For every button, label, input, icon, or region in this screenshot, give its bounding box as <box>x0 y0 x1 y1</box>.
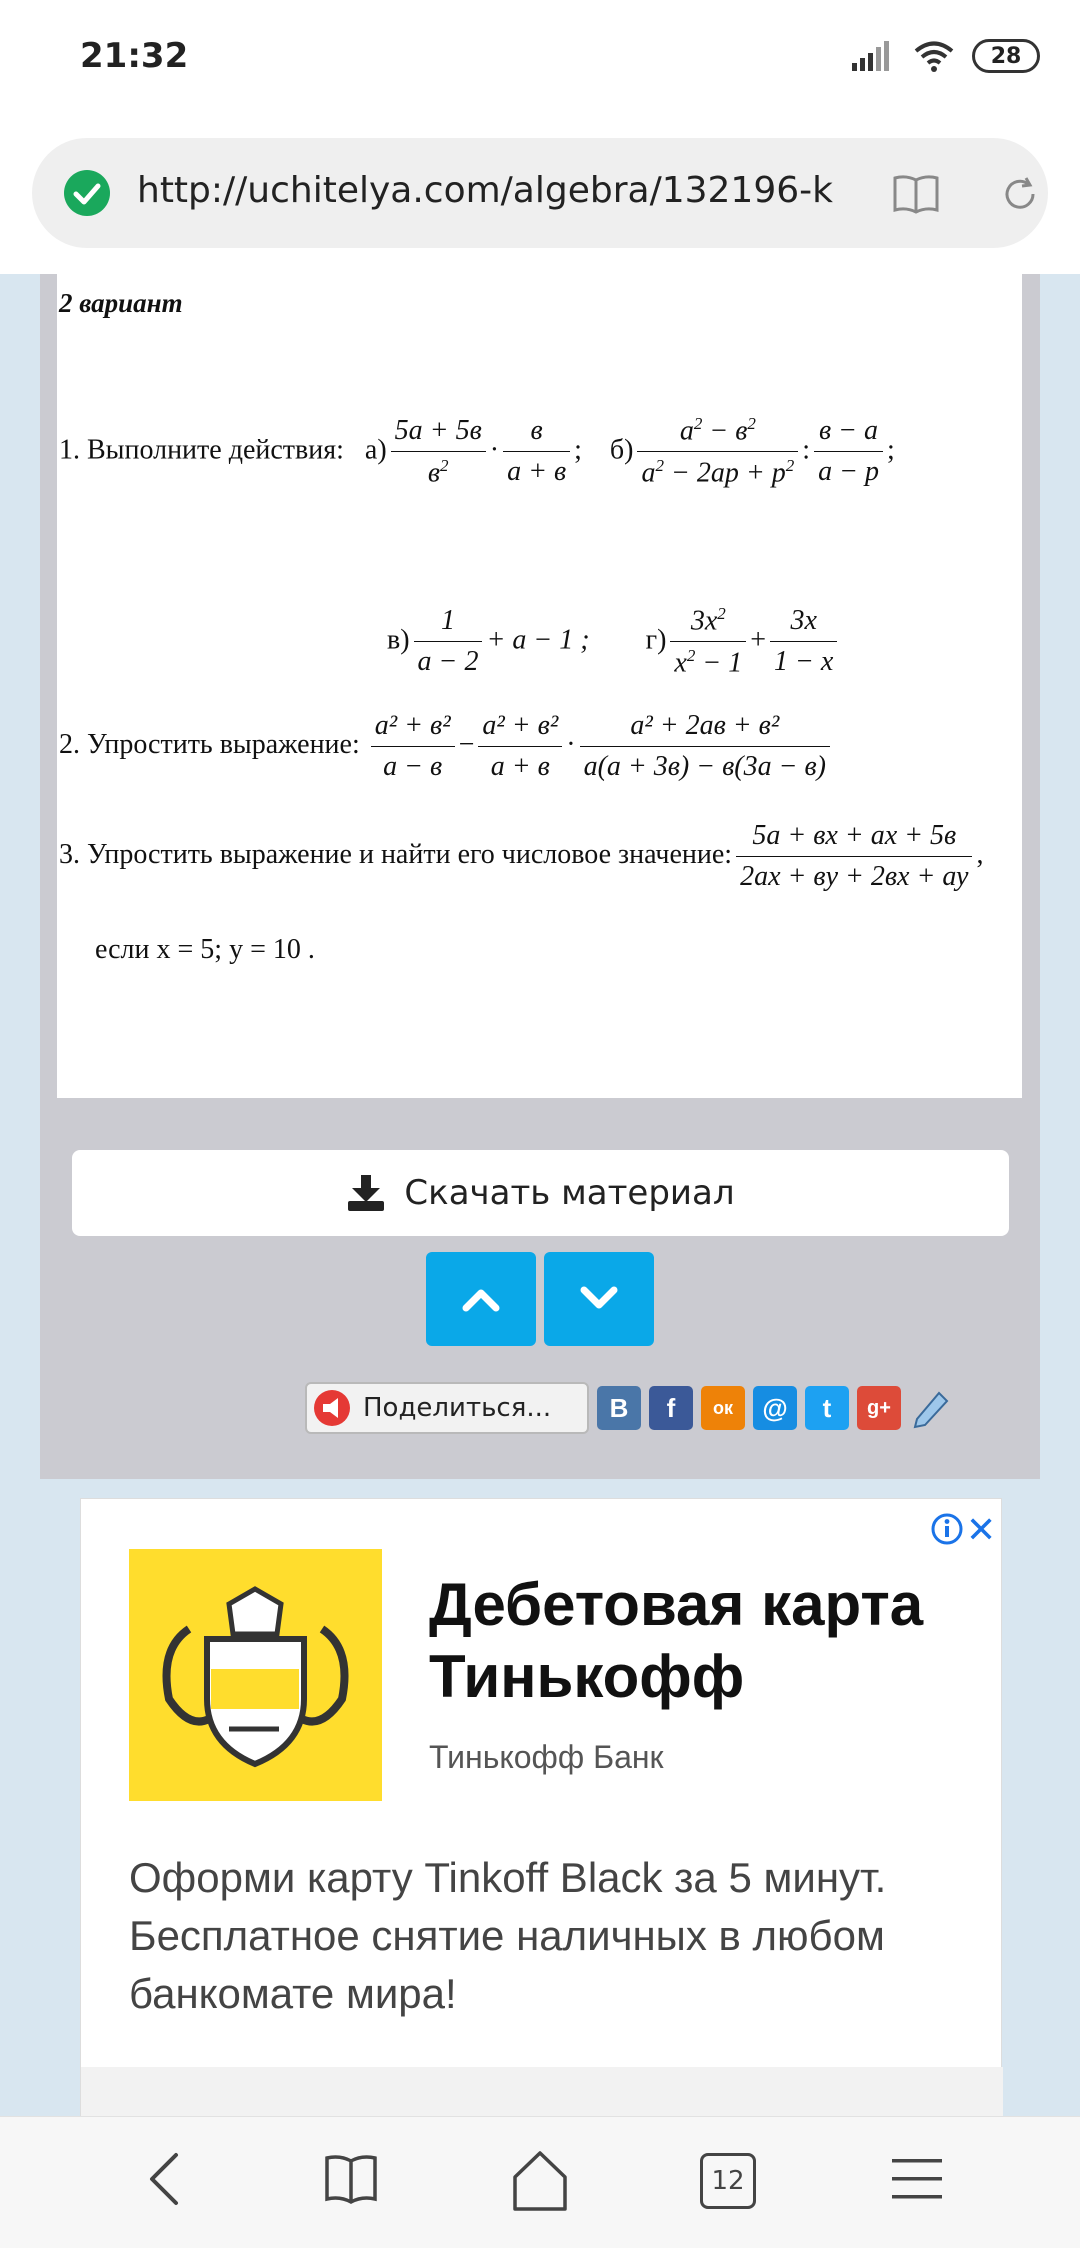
signal-icon <box>852 41 896 71</box>
url-text[interactable]: http://uchitelya.com/algebra/132196-k <box>137 170 833 211</box>
task3-line: 3. Упростить выражение и найти его числовое значение: $\frac{5а + вх + ах + 5в}{2ах + ву + 2вх + ау}$ , <box>59 820 984 892</box>
scroll-up-button[interactable] <box>426 1252 536 1346</box>
share-row <box>305 1382 955 1434</box>
bottom-nav <box>0 2116 1080 2248</box>
task2-fraction1: $\frac{\text{а² + в²}}{а - в}$ <box>371 710 455 783</box>
variant-heading: 2 вариант <box>59 288 183 318</box>
page-content <box>0 274 1080 2116</box>
task2-line: 2. Упростить выражение: $\frac{\text{а² + в²}}{а - в}$ − $\frac{\text{а² + в²}}{а + в}$ · $\frac{\text{а² + 2ав + в²}}{а(а + 3в) - в(3а - в)}$ <box>59 710 834 783</box>
task1-v-label: в) <box>387 624 410 656</box>
ad-banner[interactable] <box>80 1498 1002 2116</box>
task1-line: 1. Выполните действия: а) $\frac{5а + 5в}{в^2}$ · $\frac{в}{а + в}$ ; б) $\frac{а^2 - в^2}{а^2 - 2ар + р^2}$ : $\frac{в - а}{а - р}$ ; <box>59 414 895 489</box>
facebook-icon[interactable]: f <box>649 1386 693 1430</box>
megaphone-icon <box>313 1389 351 1427</box>
ad-close-icon[interactable]: ✕ <box>966 1509 997 1550</box>
ad-title[interactable]: Дебетовая карта Тинькофф <box>429 1571 924 1710</box>
task1-a-fraction1: $\frac{5а + 5в}{в^2}$ <box>391 415 486 489</box>
twitter-icon[interactable]: t <box>805 1386 849 1430</box>
ad-advertiser: Тинькофф Банк <box>429 1739 664 1775</box>
task1-b-fraction2: $\frac{в - а}{а - р}$ <box>814 415 883 488</box>
chevron-up-icon <box>461 1286 501 1312</box>
back-icon[interactable] <box>140 2149 190 2209</box>
url-bar[interactable] <box>32 138 1048 248</box>
task2-prefix: 2. Упростить выражение: <box>59 728 360 760</box>
menu-icon[interactable] <box>890 2149 944 2209</box>
reload-icon[interactable] <box>1000 174 1040 214</box>
status-bar <box>0 0 1080 120</box>
share-label: Поделиться... <box>363 1393 552 1423</box>
task3-condition: если х = 5; у = 10 . <box>95 934 315 965</box>
download-label: Скачать материал <box>404 1173 735 1213</box>
task1-a-label: а) <box>364 434 387 466</box>
bookmarks-icon[interactable] <box>324 2149 378 2209</box>
status-time: 21:32 <box>80 36 189 76</box>
reader-mode-icon[interactable] <box>892 174 940 214</box>
task1-b-label: б) <box>609 434 634 466</box>
share-button[interactable] <box>305 1382 589 1434</box>
secure-check-icon <box>64 170 110 216</box>
mailru-icon[interactable]: @ <box>753 1386 797 1430</box>
scroll-down-button[interactable] <box>544 1252 654 1346</box>
task1-a-fraction2: $\frac{в}{а + в}$ <box>503 415 570 488</box>
task1-g-label: г) <box>645 624 667 656</box>
ad-info-icon[interactable] <box>931 1513 963 1545</box>
tinkoff-logo <box>129 1549 382 1801</box>
download-icon <box>346 1175 386 1211</box>
task1-v-fraction: $\frac{1}{а - 2}$ <box>414 605 483 678</box>
task1-line2: в) $\frac{1}{а - 2}$ + а − 1 ; г) $\frac{3х^2}{х^2 - 1}$ + $\frac{3х}{1 - х}$ <box>387 604 841 680</box>
task1-g-fraction2: $\frac{3х}{1 - х}$ <box>770 605 837 678</box>
task1-b-fraction1: $\frac{а^2 - в^2}{а^2 - 2ар + р^2}$ <box>637 414 798 490</box>
task2-fraction2: $\frac{\text{а² + в²}}{а + в}$ <box>478 710 562 783</box>
odnoklassniki-icon[interactable]: ок <box>701 1386 745 1430</box>
vk-icon[interactable]: В <box>597 1386 641 1430</box>
chevron-down-icon <box>579 1286 619 1312</box>
task2-fraction3: $\frac{\text{а² + 2ав + в²}}{а(а + 3в) - в(3а - в)}$ <box>580 710 830 783</box>
document-page <box>57 274 1022 1098</box>
wifi-icon <box>914 40 954 72</box>
task1-g-fraction1: $\frac{3х^2}{х^2 - 1}$ <box>670 604 746 680</box>
home-icon[interactable] <box>510 2149 570 2213</box>
task1-prefix: 1. Выполните действия: <box>59 434 344 466</box>
status-icons <box>852 36 1040 76</box>
ad-footer <box>81 2067 1003 2117</box>
task3-fraction: $\frac{5а + вх + ах + 5в}{2ах + ву + 2вх + ау}$ <box>736 820 972 893</box>
battery-icon: 28 <box>972 39 1040 73</box>
ad-body: Оформи карту Tinkoff Black за 5 минут. Бесплатное снятие наличных в любом банкомате мира! <box>129 1854 887 2017</box>
pencil-icon[interactable] <box>909 1385 955 1431</box>
task3-prefix: 3. Упростить выражение и найти его числовое значение: <box>59 838 733 870</box>
download-material-button[interactable] <box>72 1150 1009 1236</box>
googleplus-icon[interactable]: g+ <box>857 1386 901 1430</box>
tabs-counter-icon[interactable]: 12 <box>700 2153 756 2209</box>
scroll-arrows <box>426 1252 654 1346</box>
